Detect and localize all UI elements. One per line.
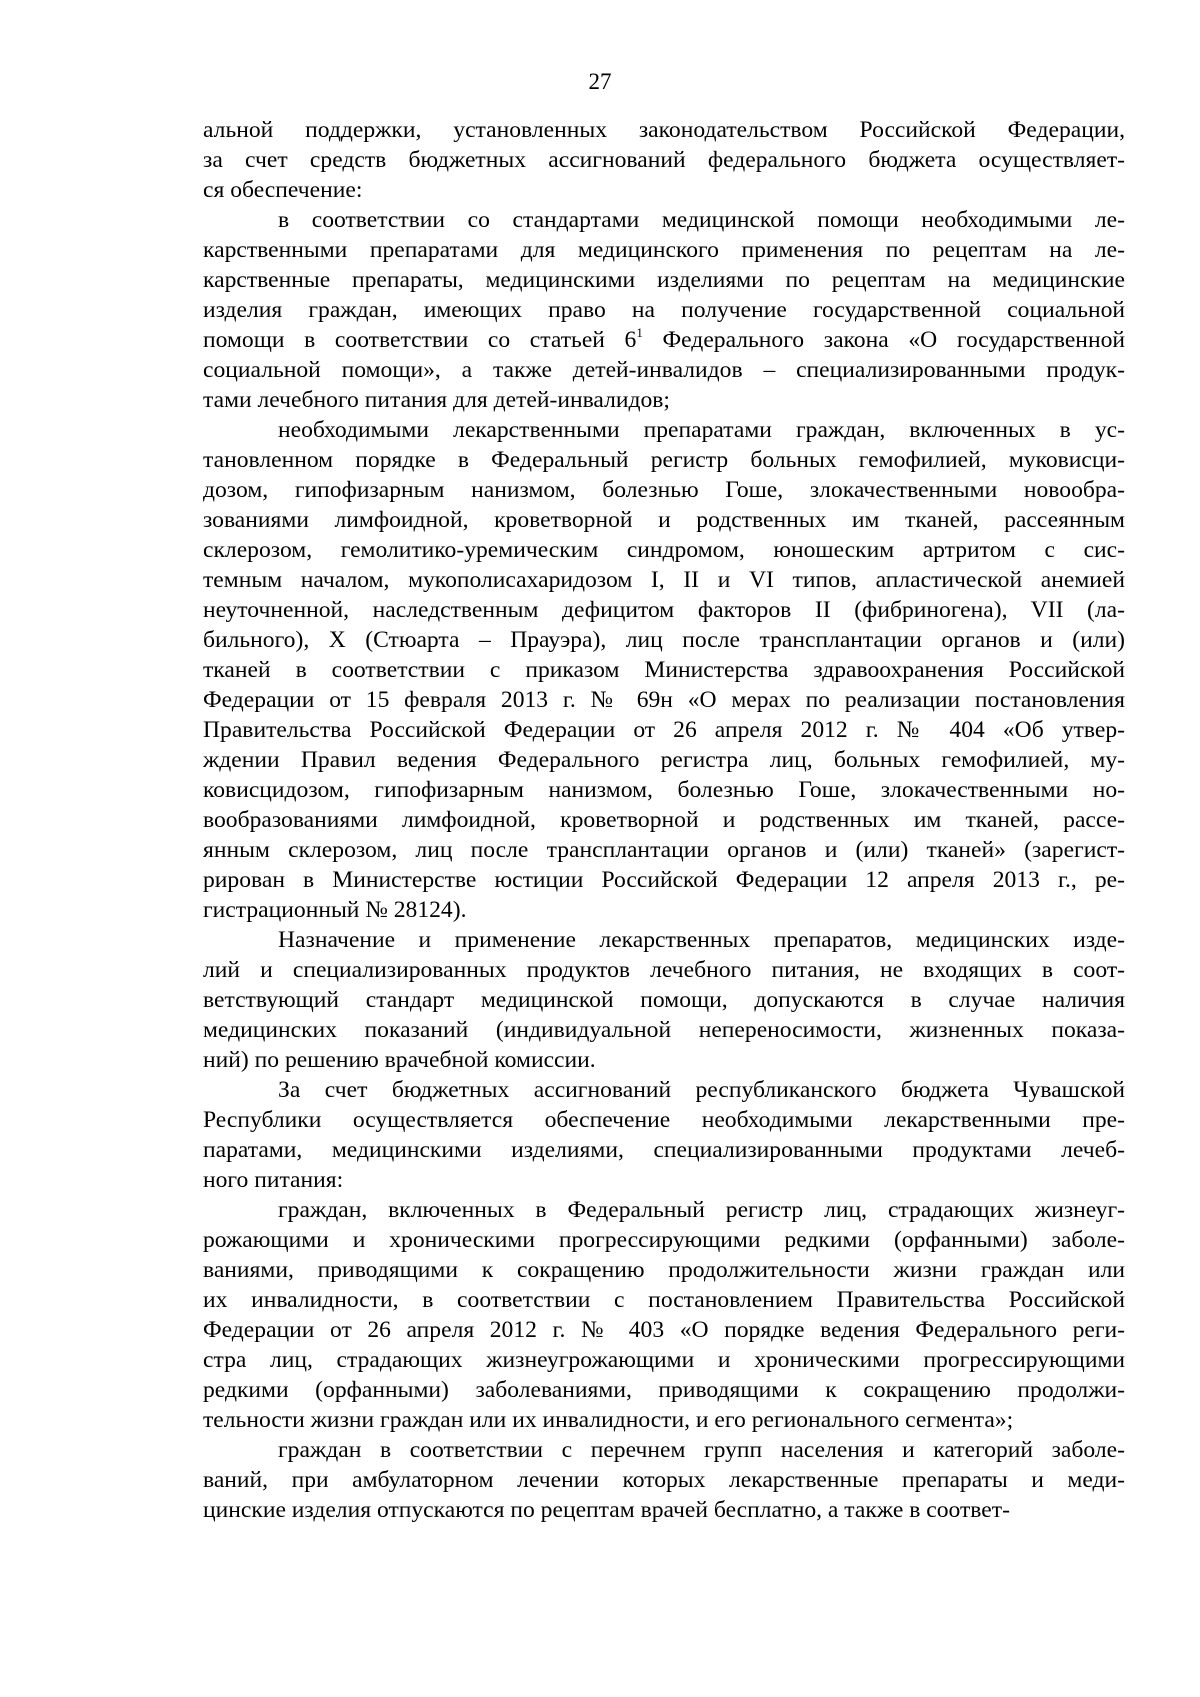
text-line: Республики осуществляется обеспечение необходимыми лекарственными пре- <box>203 1107 1125 1133</box>
text-line: ваний, при амбулаторном лечении которых лекарственные препараты и меди- <box>203 1467 1125 1493</box>
paragraph <box>203 1195 1125 1435</box>
page-number: 27 <box>588 69 612 94</box>
text-line: ваниями, приводящими к сокращению продолжительности жизни граждан или <box>203 1257 1125 1283</box>
text-line: бильного), X (Стюарта – Прауэра), лиц после трансплантации органов и (или) <box>203 627 1125 653</box>
text-line: вообразованиями лимфоидной, кроветворной и родственных им тканей, рассе- <box>203 807 1125 833</box>
text-line: помощи в соответствии со статьей $6^1$ Федерального закона «О государственной <box>203 325 1125 353</box>
text-line: Правительства Российской Федерации от 26 апреля 2012 г. № 404 «Об утвер- <box>203 717 1125 743</box>
text-line: тами лечебного питания для детей-инвалидов; <box>203 387 670 413</box>
text-line: ветствующий стандарт медицинской помощи, допускаются в случае наличия <box>203 987 1125 1013</box>
paragraph <box>203 1435 1125 1525</box>
text-line: их инвалидности, в соответствии с постановлением Правительства Российской <box>203 1287 1125 1313</box>
text-line: склерозом, гемолитико-уремическим синдромом, юношеским артритом с сис- <box>203 537 1125 563</box>
paragraph <box>203 205 1125 415</box>
document-body <box>203 115 1125 1525</box>
text-line: За счет бюджетных ассигнований республиканского бюджета Чувашской <box>278 1077 1125 1103</box>
text-line: в соответствии со стандартами медицинской помощи необходимыми ле- <box>278 207 1125 233</box>
text-line: за счет средств бюджетных ассигнований федерального бюджета осуществляет- <box>203 147 1125 173</box>
text-line: Федерации от 26 апреля 2012 г. № 403 «О порядке ведения Федерального реги- <box>203 1317 1125 1343</box>
text-line: ждении Правил ведения Федерального регистра лиц, больных гемофилией, му- <box>203 747 1125 773</box>
text-line: необходимыми лекарственными препаратами граждан, включенных в ус- <box>278 417 1125 443</box>
text-line: изделия граждан, имеющих право на получение государственной социальной <box>203 297 1125 323</box>
text-line: паратами, медицинскими изделиями, специализированными продуктами лечеб- <box>203 1137 1125 1163</box>
text-line: гистрационный № 28124). <box>203 897 467 923</box>
text-line: дозом, гипофизарным нанизмом, болезнью Гоше, злокачественными новообра- <box>203 477 1125 503</box>
text-line: ся обеспечение: <box>203 177 363 203</box>
text-line: социальной помощи», а также детей-инвалидов – специализированными продук- <box>203 357 1125 383</box>
text-line: Назначение и применение лекарственных препаратов, медицинских изде- <box>278 927 1125 953</box>
text-line: карственными препаратами для медицинского применения по рецептам на ле- <box>203 237 1125 263</box>
text-line: граждан в соответствии с перечнем групп населения и категорий заболе- <box>278 1437 1125 1463</box>
text-line: карственные препараты, медицинскими изделиями по рецептам на медицинские <box>203 267 1125 293</box>
text-line: неуточненной, наследственным дефицитом факторов II (фибриногена), VII (ла- <box>203 597 1125 623</box>
text-line: рожающими и хроническими прогрессирующими редкими (орфанными) заболе- <box>203 1227 1125 1253</box>
text-line: цинские изделия отпускаются по рецептам врачей бесплатно, а также в соответ- <box>203 1497 1010 1523</box>
text-line: тельности жизни граждан или их инвалидности, и его регионального сегмента»; <box>203 1407 1014 1433</box>
paragraph <box>203 115 1125 205</box>
text-line: зованиями лимфоидной, кроветворной и родственных им тканей, рассеянным <box>203 507 1125 533</box>
paragraph <box>203 925 1125 1075</box>
text-line: лий и специализированных продуктов лечебного питания, не входящих в соот- <box>203 957 1125 983</box>
text-line: Федерации от 15 февраля 2013 г. № 69н «О мерах по реализации постановления <box>203 687 1125 713</box>
text-line: граждан, включенных в Федеральный регистр лиц, страдающих жизнеуг- <box>278 1197 1125 1223</box>
text-line: стра лиц, страдающих жизнеугрожающими и хроническими прогрессирующими <box>203 1347 1125 1373</box>
text-line: ний) по решению врачебной комиссии. <box>203 1047 596 1073</box>
text-line: янным склерозом, лиц после трансплантации органов и (или) тканей» (зарегист- <box>203 837 1125 863</box>
text-line: тканей в соответствии с приказом Министерства здравоохранения Российской <box>203 657 1125 683</box>
paragraph <box>203 415 1125 925</box>
text-line: редкими (орфанными) заболеваниями, приводящими к сокращению продолжи- <box>203 1377 1125 1403</box>
text-line: темным началом, мукополисахаридозом I, II и VI типов, апластической анемией <box>203 567 1125 593</box>
text-line: тановленном порядке в Федеральный регистр больных гемофилией, муковисци- <box>203 447 1125 473</box>
text-line: рирован в Министерстве юстиции Российской Федерации 12 апреля 2013 г., ре- <box>203 867 1125 893</box>
paragraph <box>203 1075 1125 1195</box>
text-line: альной поддержки, установленных законодательством Российской Федерации, <box>203 117 1125 143</box>
footnote-superscript: 1 <box>636 325 643 340</box>
text-line: ковисцидозом, гипофизарным нанизмом, болезнью Гоше, злокачественными но- <box>203 777 1125 803</box>
text-line: медицинских показаний (индивидуальной непереносимости, жизненных показа- <box>203 1017 1125 1043</box>
text-line: ного питания: <box>203 1167 344 1193</box>
